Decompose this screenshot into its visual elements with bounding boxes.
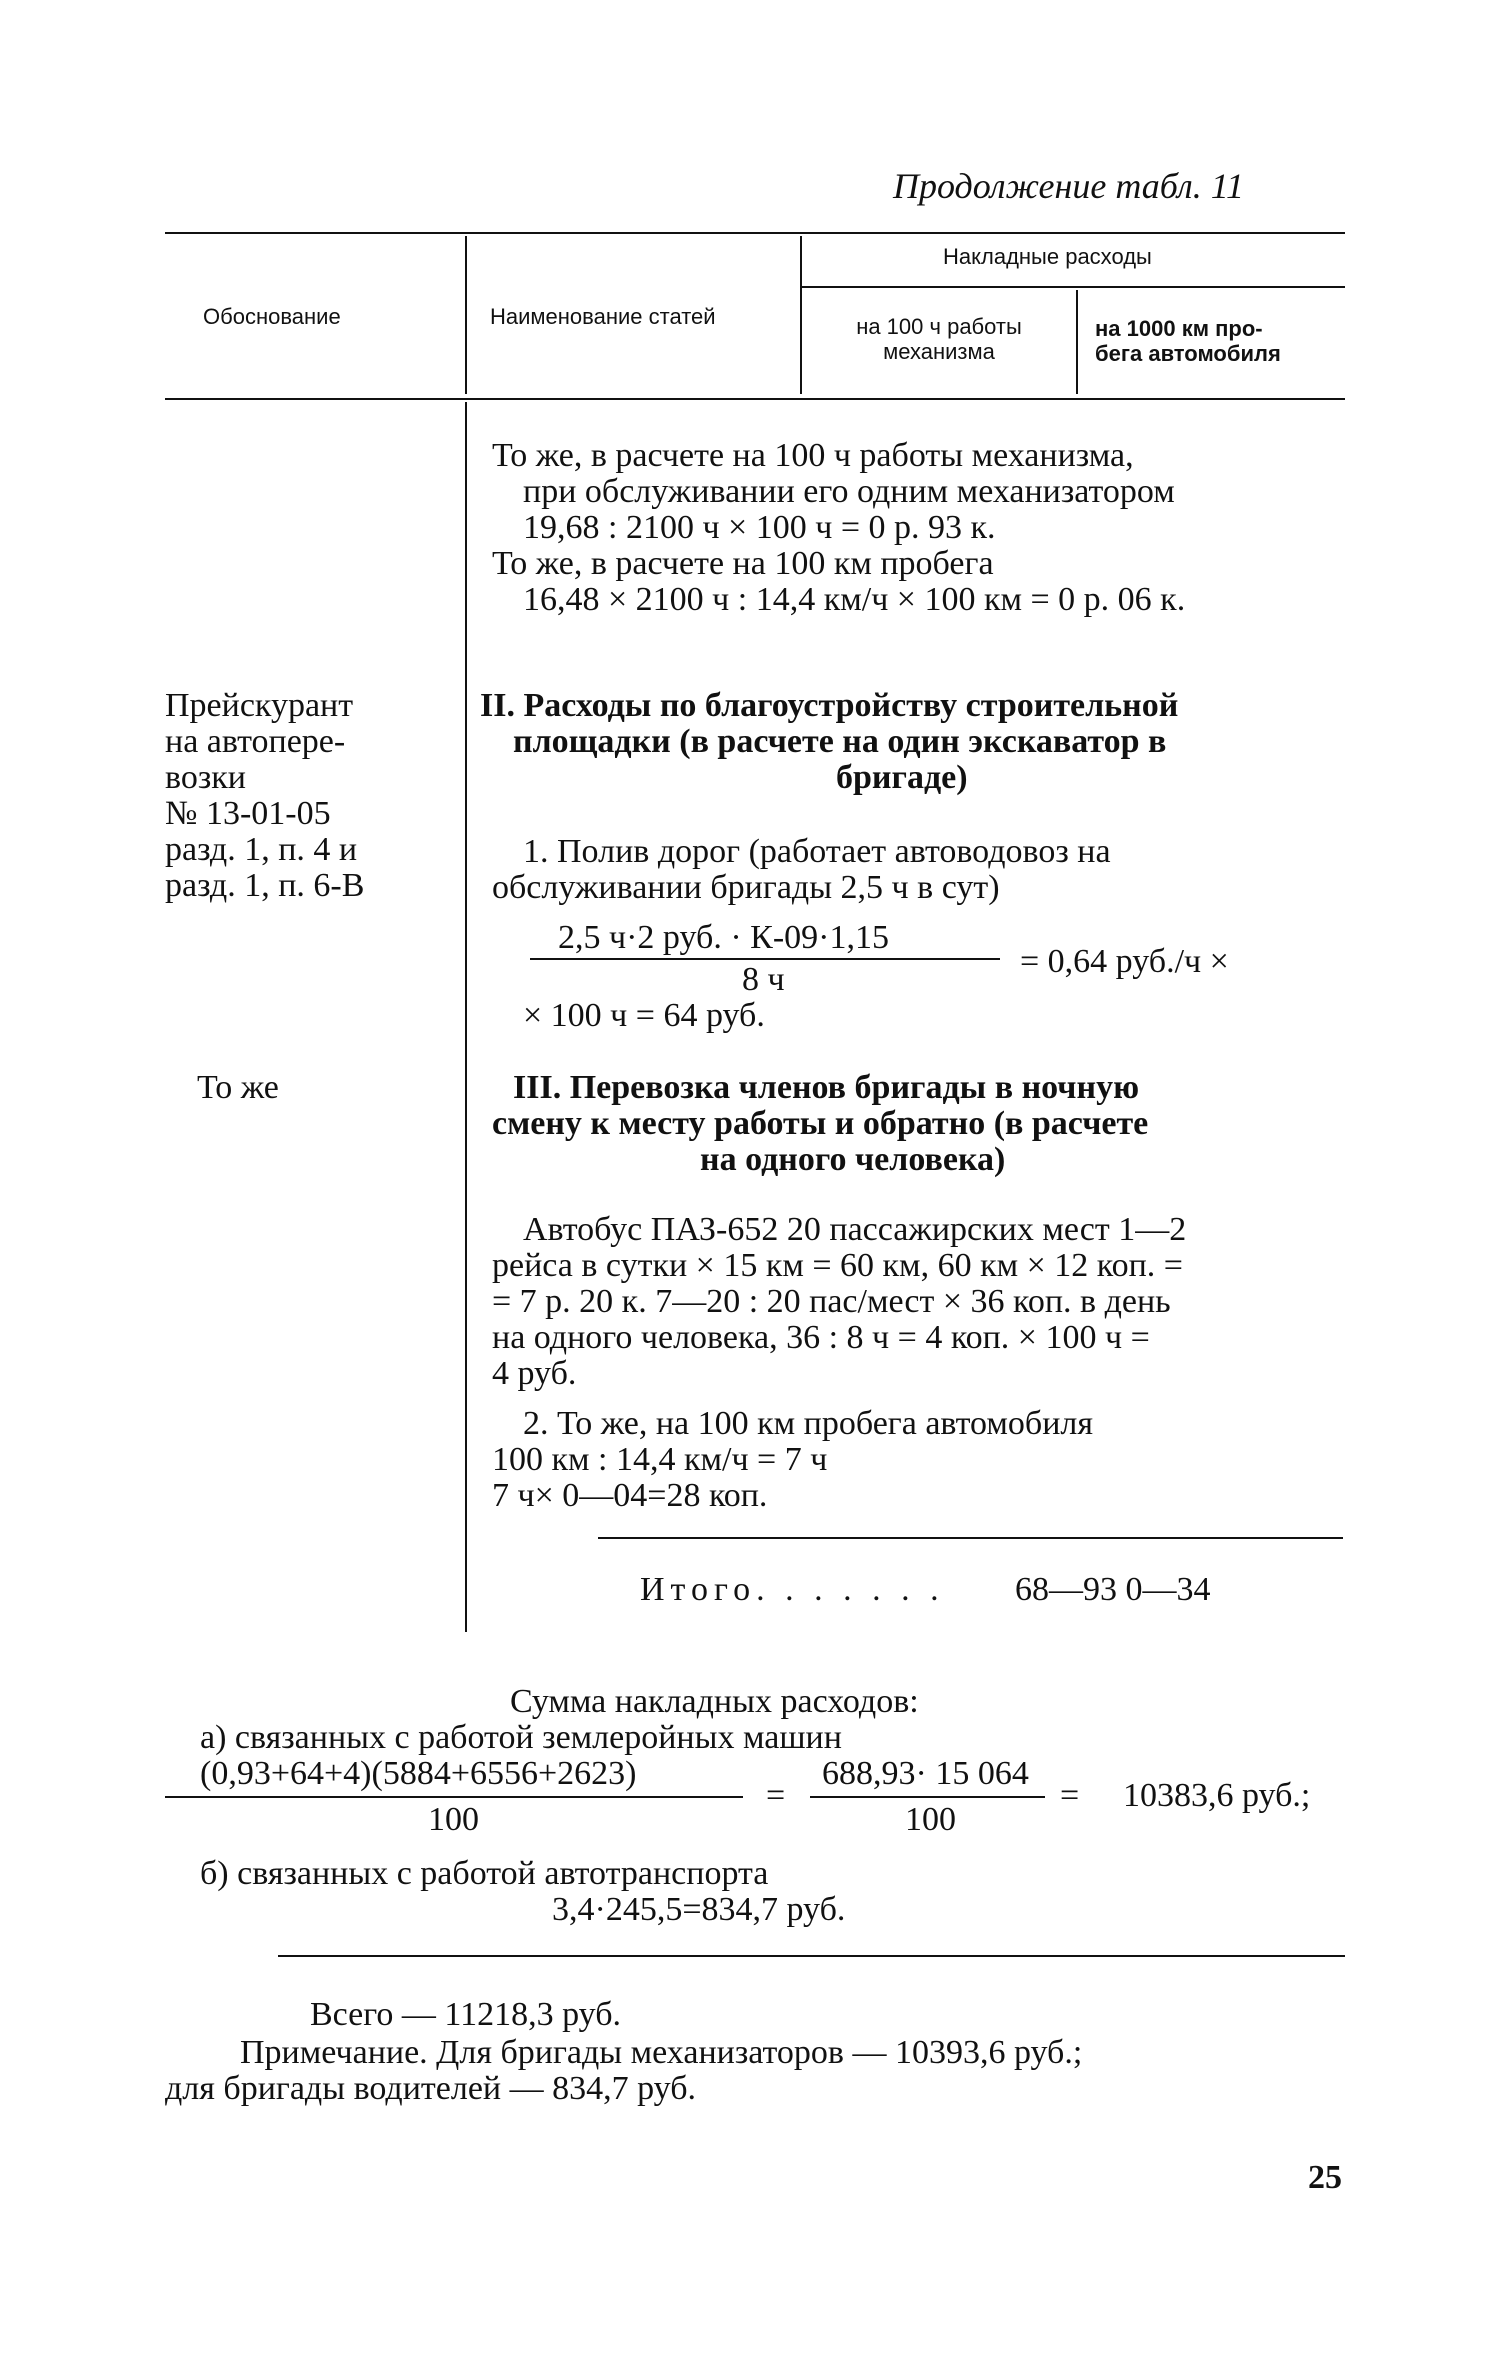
page-number: 25 [1308,2159,1342,2196]
header-per-100-hours: на 100 ч работы механизма [856,314,1022,364]
equals-sign-1: = [766,1777,786,1814]
header-overhead-group: Накладные расходы [943,244,1152,269]
section2-item1: обслуживании бригады 2,5 ч в сут) [492,869,1000,906]
block1-line: То же, в расчете на 100 км пробега [492,545,994,582]
header-per-1000-km: на 1000 км про- бега автомобиля [1095,316,1281,366]
total-label: Итого. . . . . . . [640,1571,945,1608]
sum-b-label: б) связанных с работой автотранспорта [200,1855,769,1892]
total-rule [598,1537,1343,1539]
basis-same: То же [197,1069,279,1106]
fraction2-bar [810,1796,1045,1798]
section2-item1: 1. Полив дорог (работает автоводовоз на [523,833,1111,870]
fraction1-bar [165,1796,743,1798]
grand-total: Всего — 11218,3 руб. [310,1996,622,2033]
formula-line2: × 100 ч = 64 руб. [523,997,765,1034]
section3-item2: 100 км : 14,4 км/ч = 7 ч [492,1441,828,1478]
section3-title: III. Перевозка членов бригады в ночную [513,1069,1140,1106]
fraction2-denominator: 100 [905,1801,956,1838]
block1-line: 16,48 × 2100 ч : 14,4 км/ч × 100 км = 0 р. 06 к. [523,581,1186,618]
note-line: Примечание. Для бригады механизаторов — 10393,6 руб.; [240,2034,1083,2071]
header-divider-1 [465,236,467,394]
section2-title: II. Расходы по благоустройству строительной [480,687,1179,724]
note-line: для бригады водителей — 834,7 руб. [165,2070,697,2107]
section3-para: на одного человека, 36 : 8 ч = 4 коп. × 100 ч = [492,1319,1150,1356]
section3-title: на одного человека) [700,1141,1006,1178]
sum-b-expression: 3,4·245,5=834,7 руб. [552,1891,846,1928]
formula-result: = 0,64 руб./ч × [1020,943,1229,980]
fraction2-numerator: 688,93· 15 064 [822,1755,1029,1792]
block1-line: То же, в расчете на 100 ч работы механизма, [492,437,1134,474]
fraction1-denominator: 100 [428,1801,479,1838]
block1-line: 19,68 : 2100 ч × 100 ч = 0 р. 93 к. [523,509,996,546]
formula-fraction-bar [530,958,1000,960]
header-divider-2 [800,236,802,394]
header-bottom-rule [165,398,1345,400]
section3-para: = 7 р. 20 к. 7—20 : 20 пас/мест × 36 коп. в день [492,1283,1171,1320]
header-item-name: Наименование статей [490,304,716,329]
section3-item2: 2. То же, на 100 км пробега автомобиля [523,1405,1094,1442]
footer-rule [278,1955,1345,1957]
group-header-rule [800,286,1345,288]
header-divider-3 [1076,290,1078,394]
table-top-rule [165,232,1345,234]
section2-title: площадки (в расчете на один экскаватор в [513,723,1167,760]
section3-para: Автобус ПАЗ-652 20 пассажирских мест 1—2 [523,1211,1187,1248]
sum-heading: Сумма накладных расходов: [510,1683,919,1720]
fraction1-numerator: (0,93+64+4)(5884+6556+2623) [200,1755,637,1792]
continuation-caption: Продолжение табл. 11 [893,166,1245,206]
section2-title: бригаде) [836,759,968,796]
sum-a-result: 10383,6 руб.; [1123,1777,1311,1814]
section3-para: рейса в сутки × 15 км = 60 км, 60 км × 12 коп. = [492,1247,1183,1284]
formula-numerator: 2,5 ч·2 руб. · К-09·1,15 [558,919,889,956]
body-column-divider [465,402,467,1632]
total-values: 68—93 0—34 [1015,1571,1211,1608]
sum-a-label: а) связанных с работой землеройных машин [200,1719,842,1756]
section3-para: 4 руб. [492,1355,577,1392]
section3-title: смену к месту работы и обратно (в расчете [492,1105,1149,1142]
basis-pricelist: Прейскурант на автопере- возки № 13-01-05 разд. 1, п. 4 и разд. 1, п. 6-В [165,687,365,904]
header-basis: Обоснование [203,304,341,329]
equals-sign-2: = [1060,1777,1080,1814]
section3-item2: 7 ч× 0—04=28 коп. [492,1477,768,1514]
block1-line: при обслуживании его одним механизатором [523,473,1175,510]
formula-denominator: 8 ч [742,961,785,998]
